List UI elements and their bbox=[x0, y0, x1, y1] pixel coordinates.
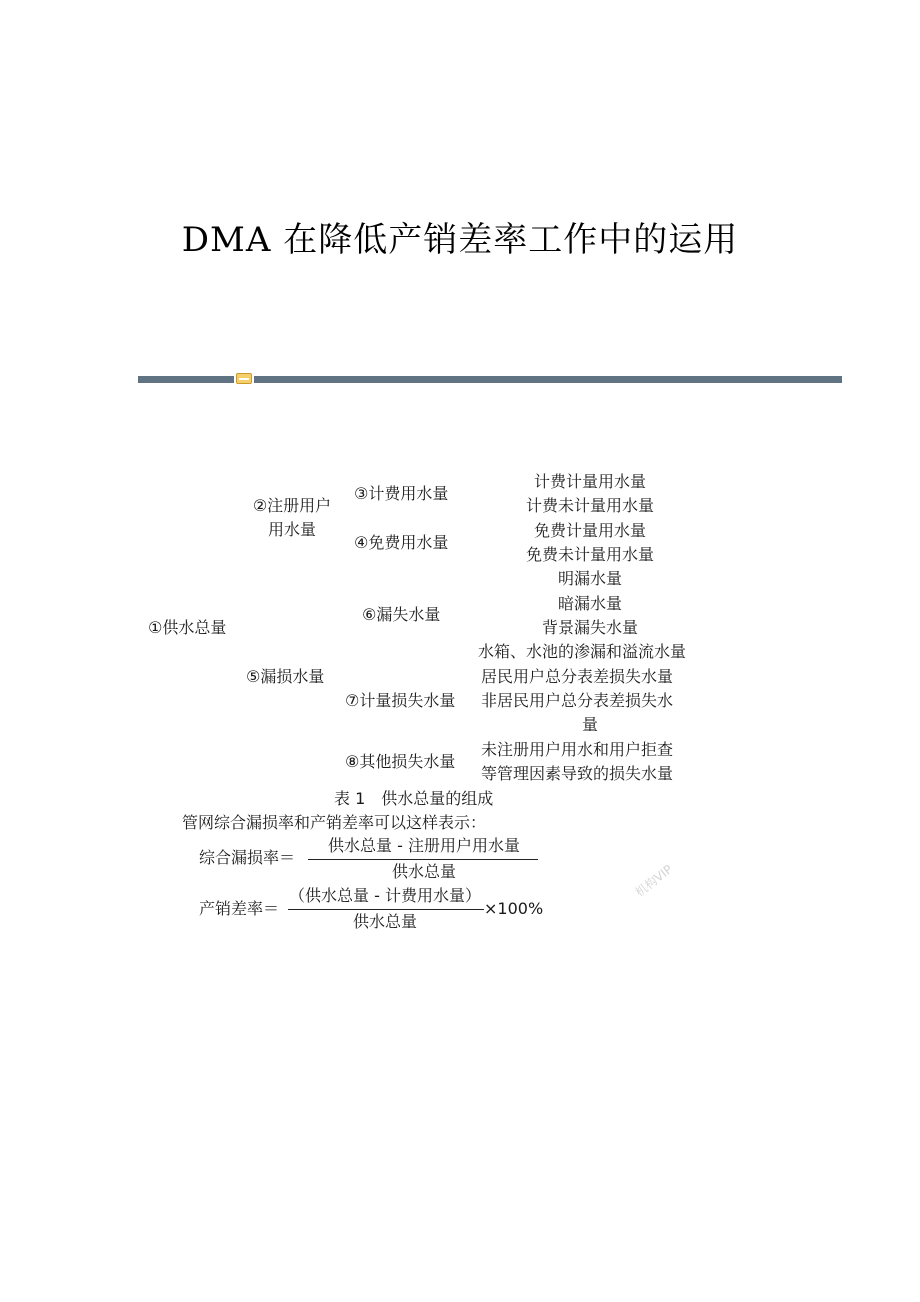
node-total-supply: ①供水总量 bbox=[148, 618, 227, 637]
leaf-free-unmetered: 免费未计量用水量 bbox=[525, 545, 654, 564]
document-title: DMA 在降低产销差率工作中的运用 bbox=[181, 220, 739, 260]
table-caption: 表 1 供水总量的组成 bbox=[334, 789, 494, 808]
leaf-billed-metered: 计费计量用水量 bbox=[533, 472, 646, 491]
formula2-numerator: （供水总量 - 计费用水量） bbox=[289, 886, 481, 905]
divider-bar-left bbox=[138, 376, 234, 383]
node-loss: ⑤漏损水量 bbox=[246, 667, 325, 686]
formula1-lhs: 综合漏损率＝ bbox=[199, 848, 296, 867]
divider-bar-right bbox=[254, 376, 842, 383]
leaf-other-line1: 未注册用户用水和用户拒查 bbox=[481, 740, 674, 759]
formula1-numerator: 供水总量 - 注册用户用水量 bbox=[328, 836, 520, 855]
leaf-visible-leak: 明漏水量 bbox=[557, 569, 622, 588]
leaf-nonresident-meter-line2: 量 bbox=[581, 715, 598, 734]
leaf-resident-meter: 居民用户总分表差损失水量 bbox=[481, 667, 674, 686]
leaf-hidden-leak: 暗漏水量 bbox=[557, 594, 622, 613]
leaf-nonresident-meter-line1: 非居民用户总分表差损失水 bbox=[481, 691, 674, 710]
folder-icon bbox=[236, 373, 252, 384]
watermark-text: 机构VIP bbox=[632, 862, 676, 900]
leaf-free-metered: 免费计量用水量 bbox=[533, 521, 646, 540]
formula2-denominator: 供水总量 bbox=[352, 912, 417, 931]
intro-text: 管网综合漏损率和产销差率可以这样表示： bbox=[182, 813, 487, 832]
node-registered-line2: 用水量 bbox=[267, 520, 316, 539]
leaf-other-line2: 等管理因素导致的损失水量 bbox=[481, 764, 674, 783]
formula2-fraction-bar bbox=[288, 909, 484, 910]
leaf-background-leak: 背景漏失水量 bbox=[541, 618, 638, 637]
formula1-denominator: 供水总量 bbox=[391, 862, 456, 881]
node-billed: ③计费用水量 bbox=[354, 484, 449, 503]
leaf-billed-unmetered: 计费未计量用水量 bbox=[525, 496, 654, 515]
node-other-loss: ⑧其他损失水量 bbox=[345, 752, 456, 771]
formula2-lhs: 产销差率＝ bbox=[199, 899, 280, 918]
section-divider bbox=[138, 372, 842, 386]
node-registered-line1: ②注册用户 bbox=[252, 496, 332, 515]
node-leak: ⑥漏失水量 bbox=[362, 605, 441, 624]
formula1-fraction-bar bbox=[308, 859, 538, 860]
node-free: ④免费用水量 bbox=[354, 533, 449, 552]
formula2-suffix: ×100% bbox=[484, 899, 544, 918]
node-meter-loss: ⑦计量损失水量 bbox=[345, 691, 456, 710]
leaf-tank-leak: 水箱、水池的渗漏和溢流水量 bbox=[478, 642, 687, 661]
